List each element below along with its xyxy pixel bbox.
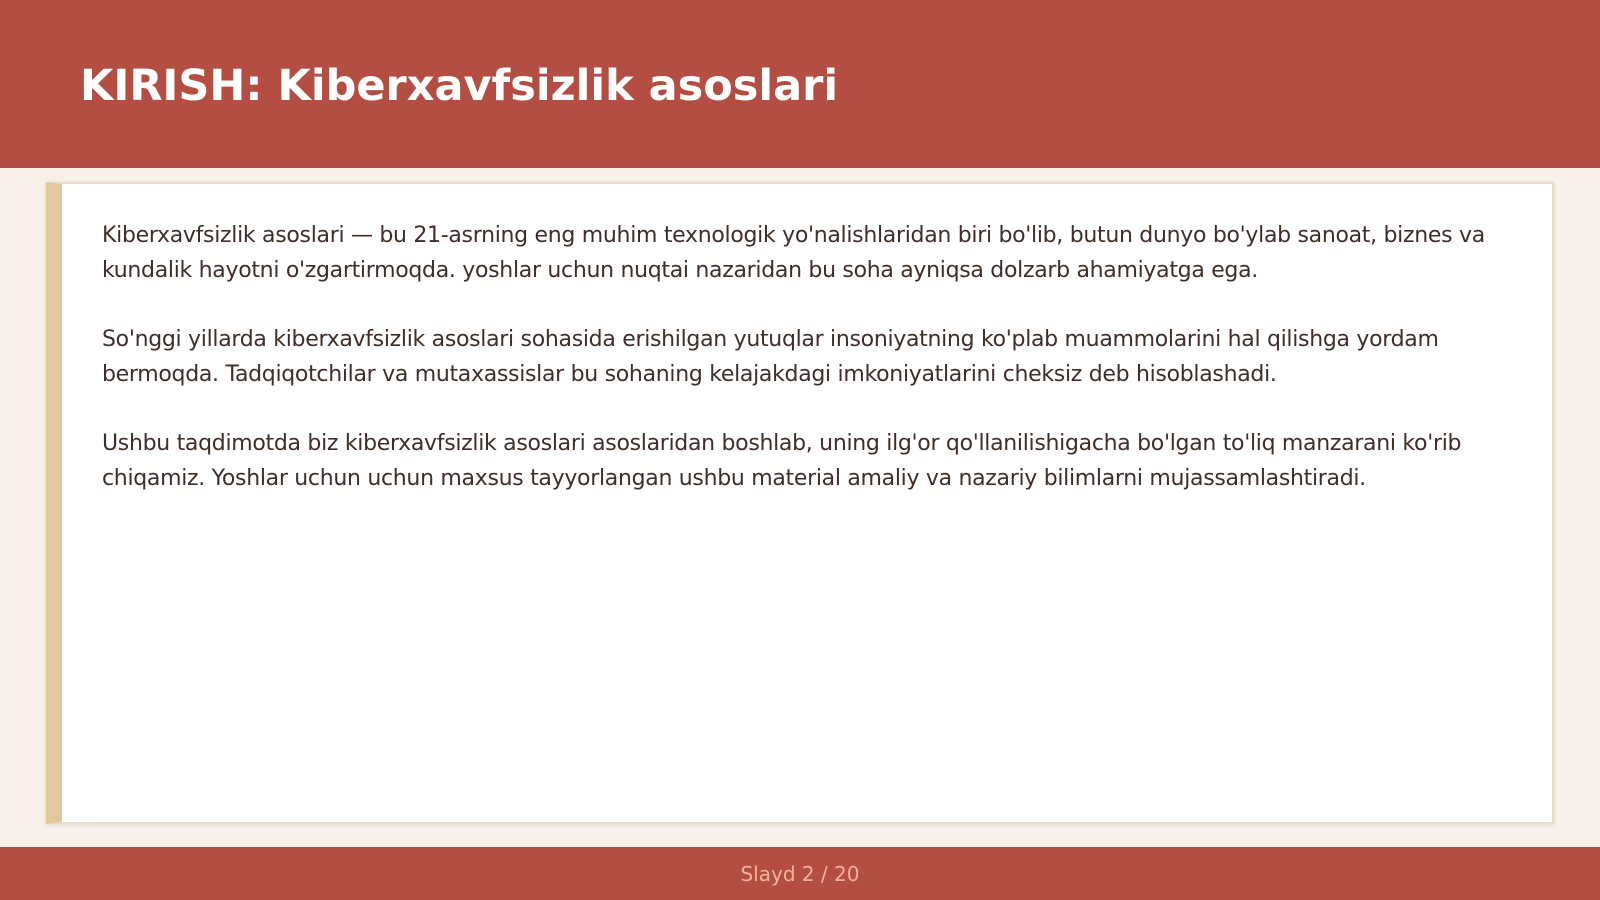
slide-footer (0, 847, 1600, 900)
content-card (46, 182, 1554, 824)
slide-title: KIRISH: Kiberxavfsizlik asoslari (80, 61, 839, 111)
content-body (102, 218, 1502, 530)
slide-counter: Slayd 2 / 20 (740, 862, 860, 886)
presentation-overview-paragraph: Ushbu taqdimotda biz kiberxavfsizlik asoslari asoslaridan boshlab, uning ilg'or qo'llanilishigacha bo'lgan to'liq manzarani ko'rib chiqamiz. Yoshlar uchun uchun maxsus tayyorlangan ushbu material amaliy va nazariy bilimlarni mujassamlashtiradi. (102, 431, 1462, 491)
achievements-paragraph: So'nggi yillarda kiberxavfsizlik asoslari sohasida erishilgan yutuqlar insoniyatning ko'plab muammolarini hal qilishga yordam bermoqda. Tadqiqotchilar va mutaxassislar bu sohaning kelajakdagi imkoniyatlarini cheksiz deb hisoblashadi. (102, 327, 1439, 387)
intro-paragraph: Kiberxavfsizlik asoslari — bu 21-asrning eng muhim texnologik yo'nalishlaridan biri bo'lib, butun dunyo bo'ylab sanoat, biznes va kundalik hayotni o'zgartirmoqda. yoshlar uchun nuqtai nazaridan bu soha ayniqsa dolzarb ahamiyatga ega. (102, 223, 1485, 283)
slide-header (0, 0, 1600, 168)
